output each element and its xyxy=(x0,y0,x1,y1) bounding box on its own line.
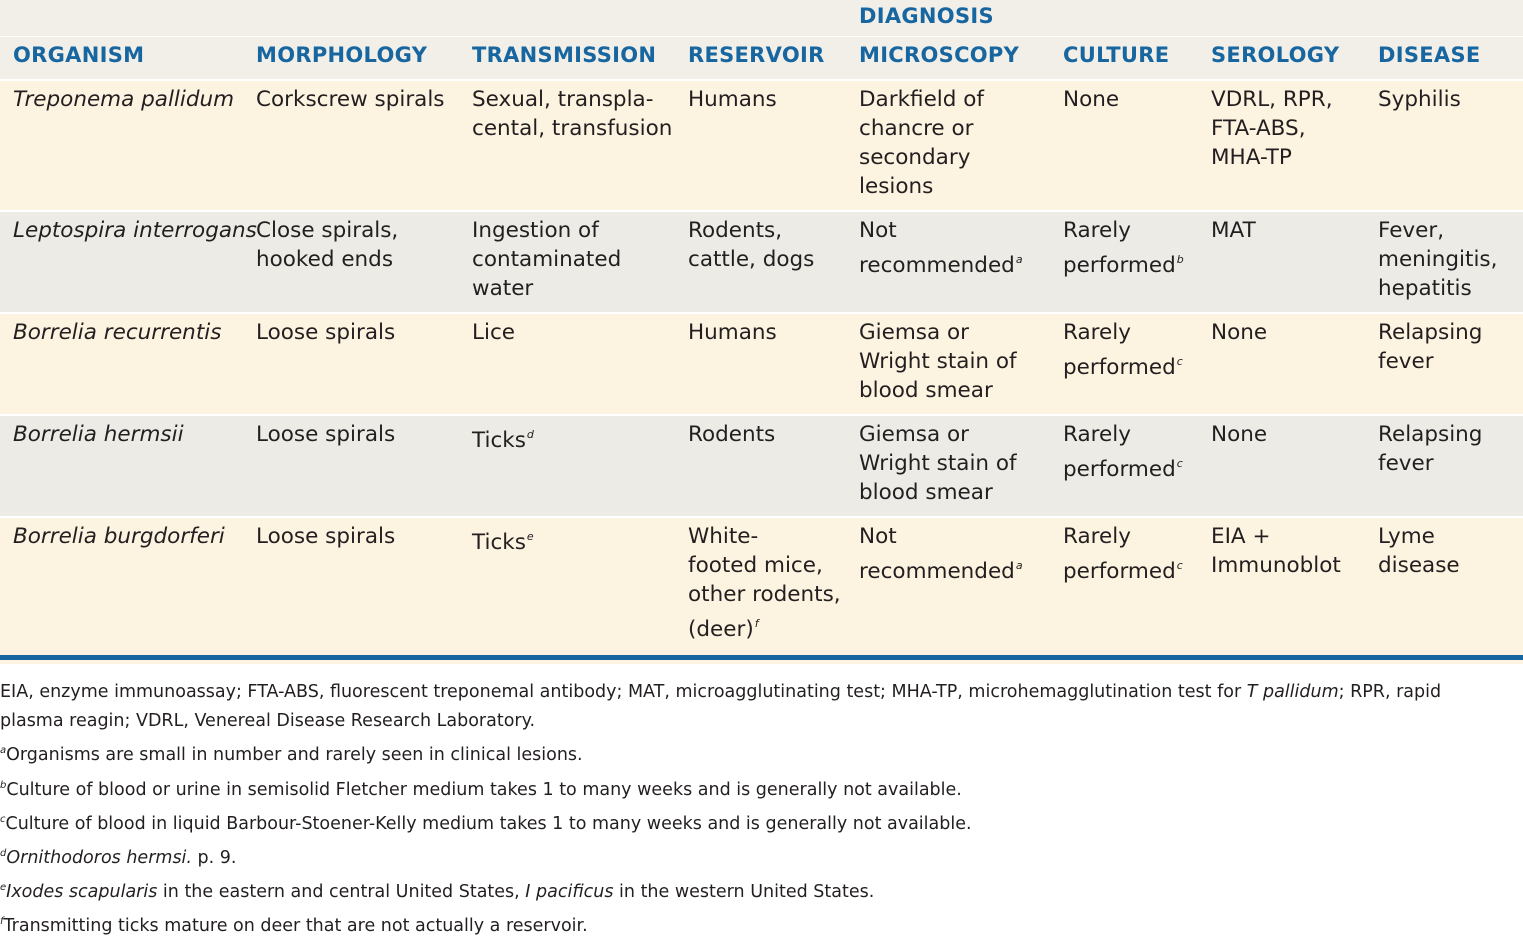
cell-reservoir: Rodents xyxy=(688,422,776,447)
cell-organism: Borrelia hermsii xyxy=(13,422,184,447)
cell-morphology: Loose spirals xyxy=(256,422,396,447)
cell-morphology: Loose spirals xyxy=(256,320,396,345)
footnote-marker: b xyxy=(1176,253,1184,266)
cell-culture: None xyxy=(1063,87,1120,112)
cell-serology: MAT xyxy=(1211,218,1256,243)
footnote-marker: f xyxy=(754,617,759,630)
footnote-b: $^b$Culture of blood or urine in semisolid Fletcher medium takes 1 to many weeks and is generally not available. xyxy=(0,779,962,800)
col-header-organism: ORGANISM xyxy=(13,43,145,67)
cell-organism: Treponema pallidum xyxy=(13,87,235,112)
cell-microscopy: Darkfield of chancre or secondary lesions xyxy=(859,87,984,199)
footnote-f: $^f$Transmitting ticks mature on deer that are not actually a reservoir. xyxy=(0,916,588,937)
cell-transmission: Sexual, transpla- cental, transfusion xyxy=(472,87,673,141)
cell-reservoir: White- footed mice, other rodents, (deer)$^f$ xyxy=(688,524,841,642)
table-row xyxy=(0,79,1523,210)
footnote-marker: c xyxy=(1176,559,1183,572)
footnote-marker: a xyxy=(1015,559,1023,572)
abbreviations-note-cont: plasma reagin; VDRL, Venereal Disease Research Laboratory. xyxy=(0,711,536,732)
footnote-e: $^e$Ixodes scapularis in the eastern and central United States, I pacificus in the western United States. xyxy=(0,882,875,903)
table-row xyxy=(0,210,1523,312)
cell-disease: Syphilis xyxy=(1378,87,1461,112)
cell-morphology: Loose spirals xyxy=(256,524,396,549)
col-header-transmission: TRANSMISSION xyxy=(472,43,657,67)
cell-organism: Leptospira interrogans xyxy=(13,218,257,243)
cell-serology: EIA + Immunoblot xyxy=(1211,524,1341,578)
cell-organism: Borrelia burgdorferi xyxy=(13,524,225,549)
cell-culture: Rarely performed$^c$ xyxy=(1063,320,1183,380)
cell-serology: VDRL, RPR, FTA-ABS, MHA-TP xyxy=(1211,87,1333,170)
col-header-morphology: MORPHOLOGY xyxy=(256,43,428,67)
table-row xyxy=(0,414,1523,516)
footnotes xyxy=(0,678,1523,942)
table-row xyxy=(0,516,1523,664)
footnote-marker: a xyxy=(1015,253,1023,266)
cell-disease: Fever, meningitis, hepatitis xyxy=(1378,218,1498,301)
col-header-microscopy: MICROSCOPY xyxy=(859,43,1020,67)
cell-transmission: Ticks$^e$ xyxy=(472,530,534,555)
cell-organism: Borrelia recurrentis xyxy=(13,320,222,345)
col-header-serology: SEROLOGY xyxy=(1211,43,1340,67)
cell-transmission: Ingestion of contaminated water xyxy=(472,218,622,301)
cell-transmission: Lice xyxy=(472,320,515,345)
footnote-a: $^a$Organisms are small in number and rarely seen in clinical lesions. xyxy=(0,745,583,766)
footnote-d: $^d$Ornithodoros hermsi. p. 9. xyxy=(0,848,237,869)
footnote-marker: d xyxy=(526,428,534,441)
cell-disease: Lyme disease xyxy=(1378,524,1460,578)
table-body xyxy=(0,79,1523,664)
cell-culture: Rarely performed$^c$ xyxy=(1063,524,1183,584)
cell-culture: Rarely performed$^b$ xyxy=(1063,218,1184,278)
cell-microscopy: Giemsa or Wright stain of blood smear xyxy=(859,320,1017,403)
footnote-marker: e xyxy=(526,530,534,543)
cell-microscopy: Not recommended$^a$ xyxy=(859,524,1023,584)
table-bottom-rule xyxy=(0,655,1523,660)
col-header-disease: DISEASE xyxy=(1378,43,1481,67)
cell-morphology: Close spirals, hooked ends xyxy=(256,218,399,272)
cell-serology: None xyxy=(1211,320,1268,345)
footnote-marker: c xyxy=(1176,457,1183,470)
table-row xyxy=(0,312,1523,414)
col-header-reservoir: RESERVOIR xyxy=(688,43,825,67)
column-header-row xyxy=(0,36,1523,79)
cell-culture: Rarely performed$^c$ xyxy=(1063,422,1183,482)
abbreviations-note: EIA, enzyme immunoassay; FTA-ABS, fluorescent treponemal antibody; MAT, microagglutinating test; MHA-TP, microhemagglutination test for T pallidum; RPR, rapid xyxy=(0,682,1442,702)
col-header-culture: CULTURE xyxy=(1063,43,1170,67)
cell-disease: Relapsing fever xyxy=(1378,422,1483,476)
cell-microscopy: Giemsa or Wright stain of blood smear xyxy=(859,422,1017,505)
cell-microscopy: Not recommended$^a$ xyxy=(859,218,1023,278)
cell-serology: None xyxy=(1211,422,1268,447)
footnote-marker: c xyxy=(1176,355,1183,368)
cell-disease: Relapsing fever xyxy=(1378,320,1483,374)
cell-reservoir: Rodents, cattle, dogs xyxy=(688,218,815,272)
diagnosis-group-header: DIAGNOSIS xyxy=(859,4,994,28)
cell-transmission: Ticks$^d$ xyxy=(472,428,534,453)
cell-reservoir: Humans xyxy=(688,320,777,345)
cell-reservoir: Humans xyxy=(688,87,777,112)
cell-morphology: Corkscrew spirals xyxy=(256,87,445,112)
group-header-row xyxy=(0,0,1523,36)
footnote-c: $^c$Culture of blood in liquid Barbour-Stoener-Kelly medium takes 1 to many weeks and is generally not available. xyxy=(0,813,972,834)
